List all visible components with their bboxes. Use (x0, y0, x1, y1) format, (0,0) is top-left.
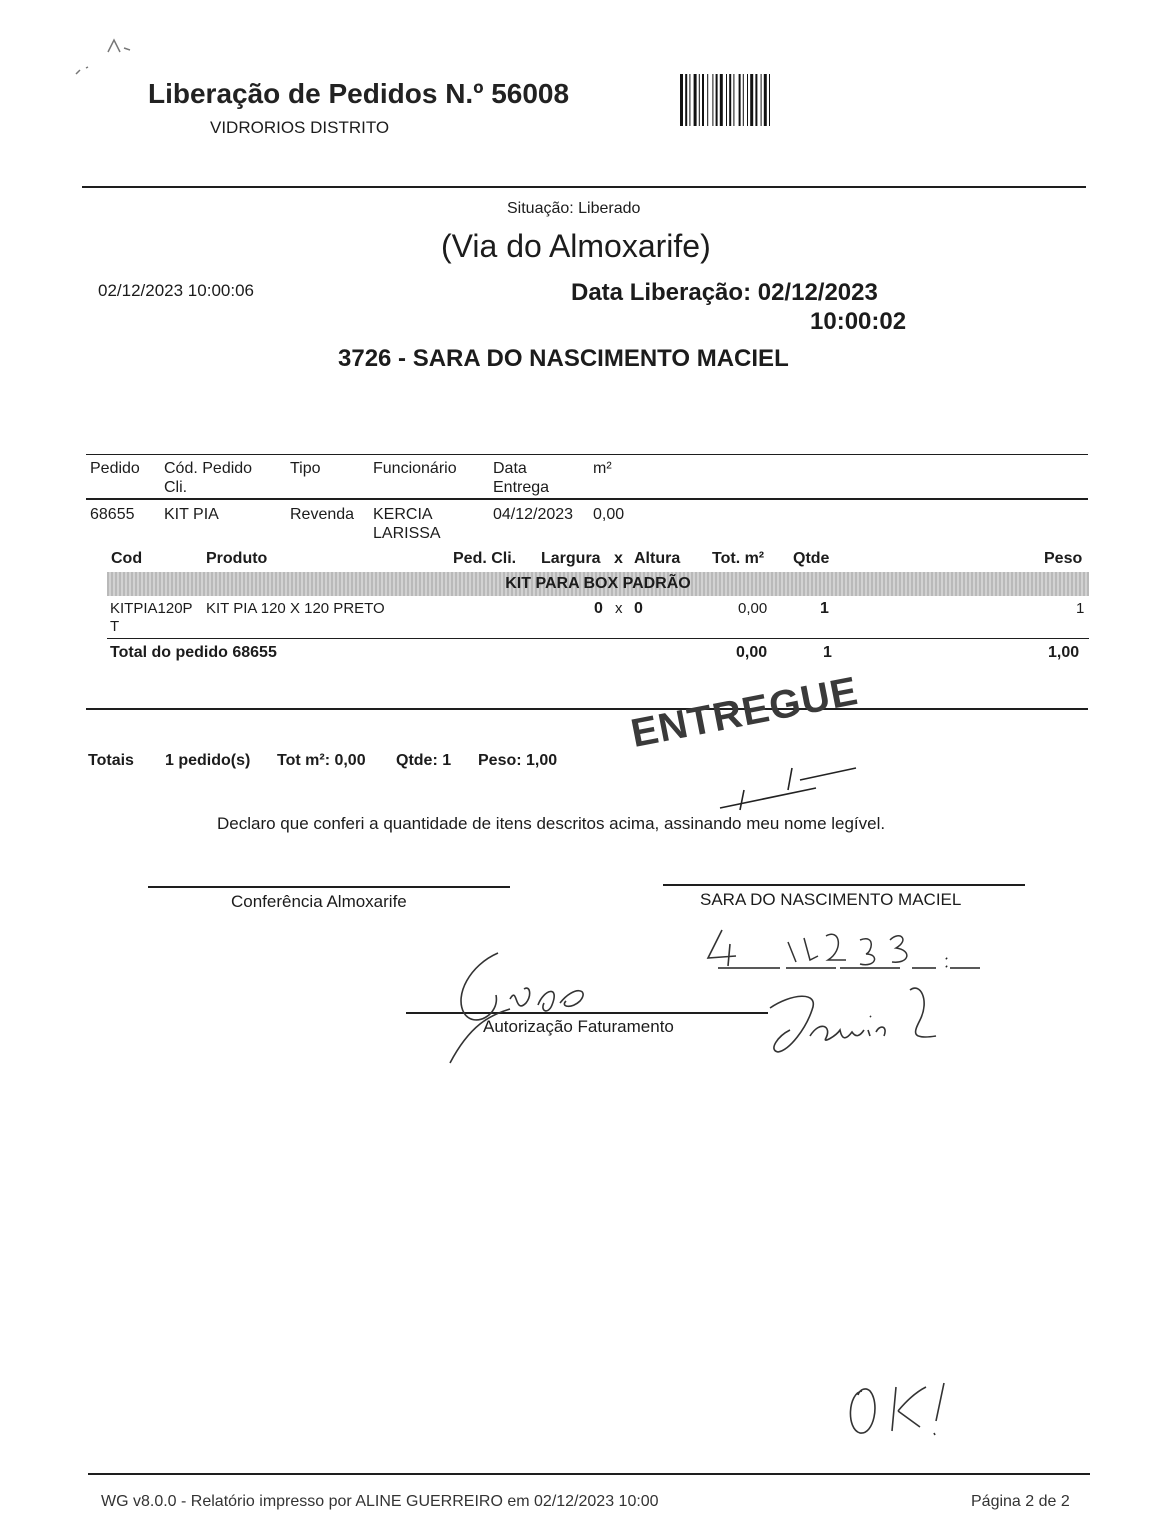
order-cell-tipo: Revenda (290, 506, 355, 523)
autorizacao-label: Autorização Faturamento (483, 1017, 674, 1036)
prod-header-largura: Largura (541, 550, 601, 567)
order-total-tot-m2: 0,00 (736, 644, 768, 661)
item-produto: KIT PIA 120 X 120 PRETO (206, 600, 385, 617)
prod-header-ped-cli: Ped. Cli. (453, 550, 517, 567)
totals-qtde: Qtde: 1 (396, 752, 452, 769)
item-altura: 0 (634, 600, 643, 617)
order-cell-data-entrega: 04/12/2023 (493, 506, 574, 523)
release-time: 10:00:02 (810, 308, 907, 335)
col-header-tipo: Tipo (290, 460, 321, 477)
order-cell-pedido: 68655 (90, 506, 135, 523)
order-total-qtde: 1 (823, 644, 832, 661)
col-header-m2: m² (593, 460, 612, 477)
order-table-top-border (86, 454, 1088, 455)
col-header-data-entrega: Data Entrega (493, 460, 550, 496)
company-name: VIDRORIOS DISTRITO (210, 118, 390, 137)
prod-header-altura: Altura (634, 550, 681, 567)
prod-header-produto: Produto (206, 550, 268, 567)
order-cell-m2: 0,00 (593, 506, 625, 523)
col-header-pedido: Pedido (90, 460, 140, 477)
conferencia-signature-line (148, 886, 510, 888)
footer-divider (88, 1473, 1090, 1475)
autorizacao-signature-icon (440, 945, 600, 1065)
delivered-stamp: ENTREGUE (627, 668, 862, 757)
prod-header-x: x (614, 550, 623, 567)
order-total-peso: 1,00 (1048, 644, 1080, 661)
printed-timestamp: 02/12/2023 10:00:06 (98, 281, 254, 300)
header-divider (82, 186, 1086, 188)
item-cod: KITPIA120P T (110, 600, 193, 635)
cliente-signature-label: SARA DO NASCIMENTO MACIEL (700, 890, 962, 909)
copy-type: (Via do Almoxarife) (441, 228, 711, 264)
item-peso: 1 (1076, 600, 1085, 617)
cliente-signature-line (663, 884, 1025, 886)
col-header-funcionario: Funcionário (373, 460, 457, 477)
item-row-divider (107, 638, 1089, 639)
totals-tot-m2: Tot m²: 0,00 (277, 752, 366, 769)
prod-header-peso: Peso (1044, 550, 1083, 567)
item-qtde: 1 (820, 600, 829, 617)
order-table-header-border (86, 498, 1088, 500)
order-cell-funcionario: KERCIA LARISSA (373, 506, 441, 542)
status-text: Situação: Liberado (507, 200, 641, 217)
release-date: Data Liberação: 02/12/2023 (571, 279, 878, 306)
order-cell-cod-pedido-cli: KIT PIA (164, 506, 219, 523)
declaration-text: Declaro que conferi a quantidade de itens descritos acima, assinando meu nome legível. (217, 814, 886, 833)
prod-header-qtde: Qtde (793, 550, 830, 567)
handwritten-ok-icon (840, 1375, 970, 1445)
prod-header-cod: Cod (111, 550, 143, 567)
order-total-label: Total do pedido 68655 (110, 644, 277, 661)
product-group-label: KIT PARA BOX PADRÃO (505, 575, 691, 592)
totals-peso: Peso: 1,00 (478, 752, 558, 769)
item-tot-m2: 0,00 (738, 600, 768, 617)
item-x: x (615, 600, 623, 617)
footer-print-info: WG v8.0.0 - Relatório impresso por ALINE GUERREIRO em 02/12/2023 10:00 (101, 1493, 659, 1510)
totals-divider (86, 708, 1088, 710)
col-header-cod-pedido-cli: Cód. Pedido Cli. (164, 460, 253, 496)
conferencia-label: Conferência Almoxarife (231, 892, 407, 911)
handwritten-date-slashes-icon (620, 760, 880, 820)
prod-header-tot-m2: Tot. m² (712, 550, 765, 567)
barcode-icon (680, 74, 858, 126)
cliente-signature-icon (760, 980, 960, 1060)
handwritten-date-icon (700, 920, 990, 980)
totals-pedidos: 1 pedido(s) (165, 752, 251, 769)
document-title: Liberação de Pedidos N.º 56008 (148, 78, 570, 109)
page-number: Página 2 de 2 (971, 1493, 1070, 1510)
scan-mark-icon (68, 34, 148, 84)
totals-label: Totais (88, 752, 134, 769)
customer-name: 3726 - SARA DO NASCIMENTO MACIEL (338, 345, 789, 372)
item-largura: 0 (594, 600, 603, 617)
